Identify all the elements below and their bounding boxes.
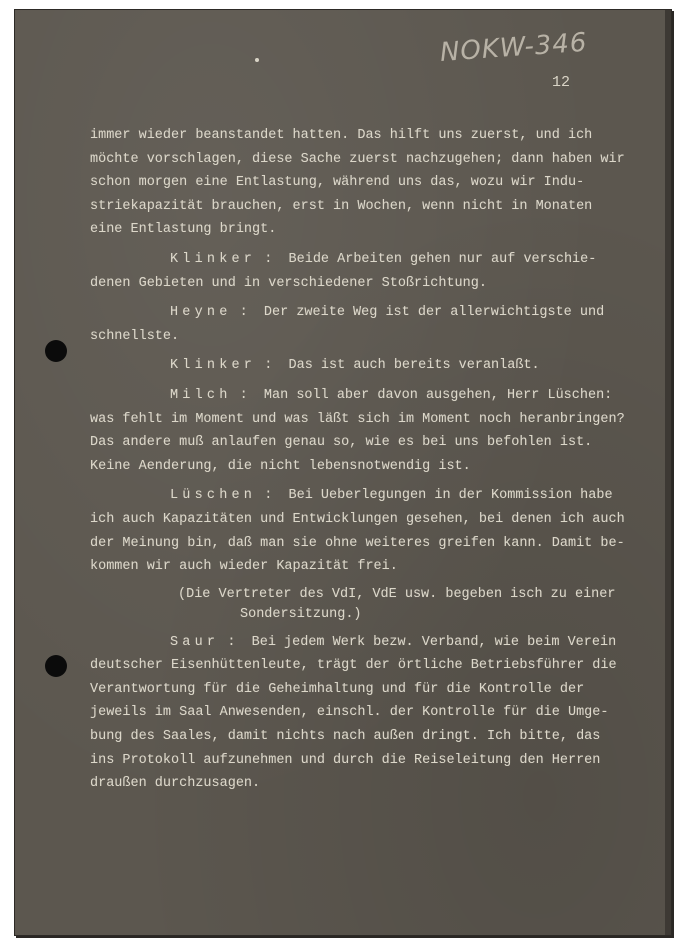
speech-line: Saur : Bei jedem Werk bezw. Verband, wie beim Verein — [170, 634, 617, 650]
speaker-name: Saur — [170, 634, 220, 650]
text-line: ins Protokoll aufzunehmen und durch die Reiseleitung den Herren — [90, 752, 601, 768]
text-line: der Meinung bin, daß man sie ohne weiteres greifen kann. Damit be- — [90, 535, 625, 551]
transcript-body — [90, 124, 655, 796]
text-line: schnellste. — [90, 328, 180, 344]
speaker-name: Klinker — [170, 251, 257, 267]
speaker-name: Milch — [170, 387, 232, 403]
speaker-name: Klinker — [170, 358, 257, 374]
text-line: Keine Aenderung, die nicht lebensnotwendig ist. — [90, 458, 471, 474]
speech-line: Milch : Man soll aber davon ausgehen, Herr Lüschen: — [170, 387, 613, 403]
speaker-name: Lüschen — [170, 488, 257, 504]
document-reference-handwritten: NOKW-346 — [439, 27, 589, 68]
text-line: bung des Saales, damit nichts nach außen dringt. Ich bitte, das — [90, 729, 601, 745]
speaker-name: Heyne — [170, 305, 232, 321]
text-line: Verantwortung für die Geheimhaltung und für die Kontrolle der — [90, 681, 585, 697]
text-line: jeweils im Saal Anwesenden, einschl. der Kontrolle für die Umge- — [90, 705, 609, 721]
punch-hole-bottom — [45, 655, 67, 677]
text-line: kommen wir auch wieder Kapazität frei. — [90, 559, 398, 575]
text-line: immer wieder beanstandet hatten. Das hilft uns zuerst, und ich — [90, 128, 593, 143]
stage-direction: (Die Vertreter des VdI, VdE usw. begeben isch zu einer — [178, 586, 616, 602]
paper-sheet — [14, 9, 672, 936]
ink-speck — [255, 58, 259, 62]
sheet-edge — [665, 10, 671, 935]
text-line: striekapazität brauchen, erst in Wochen, wenn nicht in Monaten — [90, 198, 593, 214]
text-line: draußen durchzusagen. — [90, 776, 261, 792]
speech-line: Klinker : Beide Arbeiten gehen nur auf verschie- — [170, 251, 597, 267]
punch-hole-top — [45, 340, 67, 362]
text-line: Das andere muß anlaufen genau so, wie es bei uns befohlen ist. — [90, 435, 593, 451]
text-line: ich auch Kapazitäten und Entwicklungen gesehen, bei denen ich auch — [90, 511, 625, 527]
text-line: eine Entlastung bringt. — [90, 222, 277, 238]
text-line: was fehlt im Moment und was läßt sich im Moment noch heranbringen? — [90, 411, 625, 427]
page-number: 12 — [552, 74, 571, 91]
text-line: deutscher Eisenhüttenleute, trägt der örtliche Betriebsführer die — [90, 658, 617, 674]
text-line: schon morgen eine Entlastung, während uns das, wozu wir Indu- — [90, 175, 585, 191]
speech-line: Klinker : Das ist auch bereits veranlaßt. — [170, 358, 540, 374]
text-line: denen Gebieten und in verschiedener Stoßrichtung. — [90, 275, 487, 291]
speech-line: Heyne : Der zweite Weg ist der allerwichtigste und — [170, 305, 605, 321]
stage-direction: Sondersitzung.) — [240, 606, 362, 622]
text-line: möchte vorschlagen, diese Sache zuerst nachzugehen; dann haben wir — [90, 151, 625, 167]
speech-line: Lüschen : Bei Ueberlegungen in der Kommission habe — [170, 488, 613, 504]
